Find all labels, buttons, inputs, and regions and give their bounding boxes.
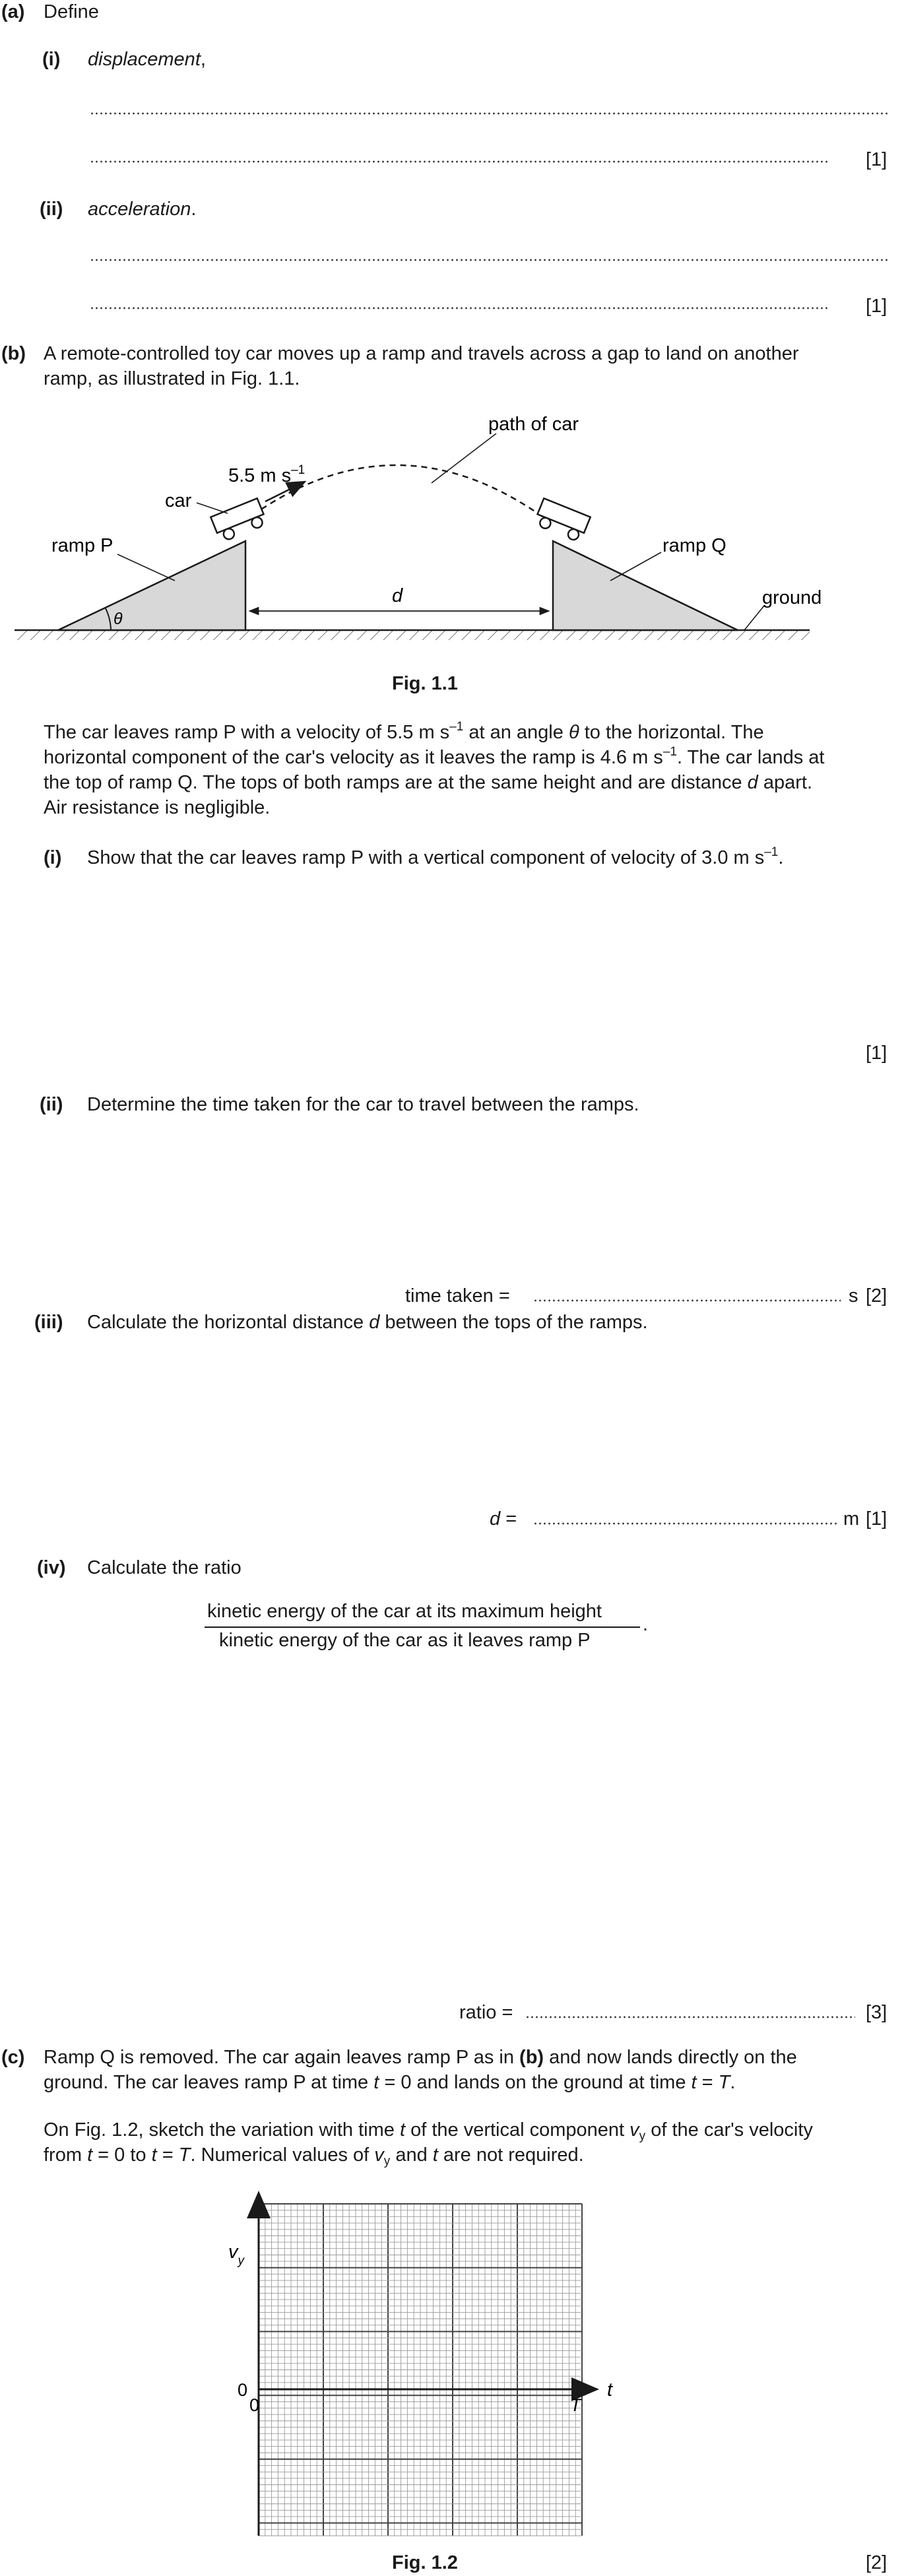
marks: [1] (866, 1508, 888, 1530)
part-b-intro-2: ramp, as illustrated in Fig. 1.1. (44, 368, 300, 389)
x-axis-label: t (607, 2379, 613, 2400)
label-ramp-p: ramp P (51, 535, 113, 556)
label-ground: ground (762, 587, 822, 608)
answer-line[interactable] (90, 307, 829, 309)
marks: [1] (866, 149, 888, 170)
T-symbol: T (718, 2072, 730, 2093)
d-unit: m (843, 1508, 860, 1530)
speed-exponent: –1 (291, 463, 306, 477)
t-symbol: t (399, 2119, 406, 2141)
leader-ramp-q (610, 552, 661, 581)
desc-text: . The car lands at (676, 747, 825, 768)
text: are not required. (437, 2144, 584, 2166)
theta-label: θ (113, 610, 123, 628)
answer-line[interactable] (90, 112, 888, 115)
part-b-iii-question (87, 1310, 648, 1336)
part-a-i-question (88, 48, 206, 73)
part-b-i-question (87, 846, 783, 871)
T-symbol: T (178, 2144, 191, 2166)
answer-line[interactable] (90, 259, 888, 261)
label-car: car (165, 490, 192, 511)
part-a-i-label: (i) (42, 49, 61, 70)
label-ramp-q: ramp Q (662, 535, 726, 556)
part-b-ii-label: (ii) (40, 1094, 63, 1115)
part-b-intro-1: A remote-controlled toy car moves up a ramp and travels across a gap to land on another (44, 343, 799, 364)
part-b-i-label: (i) (44, 847, 62, 868)
part-c-p1-line1 (44, 2045, 797, 2071)
text: . Numerical values of (190, 2144, 375, 2166)
text: = (156, 2144, 179, 2166)
d-symbol: d (747, 772, 758, 793)
answer-line[interactable] (90, 160, 829, 163)
car-on-ramp-p (210, 498, 267, 542)
subscript-y: y (639, 2129, 646, 2143)
desc-text: at an angle (463, 722, 569, 743)
text: . (730, 2072, 736, 2093)
text: and (390, 2144, 433, 2166)
speed-value: 5.5 m s (228, 465, 292, 486)
t-symbol: t (373, 2072, 379, 2093)
t-symbol: t (87, 2144, 93, 2166)
text: On Fig. 1.2, sketch the variation with time (44, 2119, 400, 2141)
part-b-iv-label: (iv) (37, 1557, 66, 1578)
y-zero-label: 0 (238, 2380, 248, 2400)
fraction-line (205, 1626, 640, 1628)
ratio-numerator: kinetic energy of the car at its maximum height (207, 1601, 602, 1622)
marks: [2] (866, 2552, 888, 2573)
ratio-answer-label: ratio = (459, 2002, 513, 2023)
time-unit: s (849, 1285, 858, 1306)
punct: . (191, 199, 197, 220)
figure-1-2[interactable] (198, 2189, 660, 2546)
marks: [1] (866, 1043, 888, 1064)
t-symbol: t (151, 2144, 157, 2166)
question-text: Calculate the horizontal distance (87, 1312, 370, 1333)
text: of the car's velocity (645, 2119, 813, 2141)
label-path-of-car: path of car (488, 414, 579, 435)
part-c-p2-line1 (44, 2118, 813, 2143)
part-b-iii-label: (iii) (34, 1312, 63, 1333)
ref-b: (b) (519, 2047, 544, 2068)
text: = (696, 2072, 719, 2093)
car-on-ramp-q (534, 498, 591, 542)
part-b-ii-question: Determine the time taken for the car to travel between the ramps. (87, 1094, 639, 1115)
part-a-ii-question (88, 197, 196, 222)
d-answer-label (490, 1507, 517, 1532)
t-symbol: t (432, 2144, 438, 2166)
part-b-label: (b) (1, 343, 26, 364)
v-symbol: v (630, 2119, 639, 2141)
exponent: –1 (662, 745, 677, 759)
part-b-iv-question: Calculate the ratio (87, 1557, 242, 1578)
d-answer-line[interactable] (533, 1522, 837, 1525)
distance-label: d (392, 585, 403, 606)
text: = 0 and lands on the ground at time (379, 2072, 692, 2093)
figure-1-2-caption: Fig. 1.2 (392, 2552, 458, 2573)
v-symbol: v (228, 2241, 238, 2263)
desc-text: horizontal component of the car's velocity as it leaves the ramp is 4.6 m s (44, 747, 663, 768)
marks: [3] (866, 2002, 888, 2023)
text: = 0 to (92, 2144, 152, 2166)
subscript-y: y (383, 2154, 391, 2168)
desc-line-3 (44, 771, 812, 796)
text: of the vertical component (405, 2119, 630, 2141)
leader-ground (744, 606, 764, 630)
punct: . (778, 847, 784, 868)
v-symbol: v (374, 2144, 384, 2166)
exponent: –1 (449, 720, 464, 734)
punct: , (200, 49, 206, 70)
time-taken-answer-line[interactable] (533, 1299, 841, 1302)
d-symbol: d (369, 1312, 380, 1333)
desc-text: apart. (758, 772, 813, 793)
desc-text: The car leaves ramp P with a velocity of 5.5 m s (44, 722, 450, 743)
exponent: –1 (764, 845, 779, 859)
part-a-label: (a) (1, 1, 25, 22)
desc-line-2 (44, 746, 825, 771)
leader-ramp-p (117, 554, 175, 581)
subscript-y: y (238, 2254, 244, 2268)
label-speed (228, 463, 305, 486)
part-c-p2-line2 (44, 2143, 584, 2168)
ratio-denominator: kinetic energy of the car as it leaves ramp P (219, 1630, 591, 1651)
text: and now lands directly on the (544, 2047, 797, 2068)
t-symbol: t (691, 2072, 697, 2093)
ratio-end: . (643, 1614, 649, 1635)
leader-car (197, 503, 228, 513)
part-a-ii-label: (ii) (40, 199, 63, 220)
y-axis-label (228, 2241, 245, 2268)
time-taken-label: time taken = (405, 1285, 510, 1306)
question-text: Show that the car leaves ramp P with a vertical component of velocity of 3.0 m s (87, 847, 765, 868)
term-acceleration: acceleration (88, 199, 191, 220)
text: from (44, 2144, 88, 2166)
ratio-answer-line[interactable] (525, 2016, 855, 2018)
d-symbol: d (490, 1508, 501, 1530)
theta-symbol: θ (568, 722, 579, 743)
desc-line-4: Air resistance is negligible. (44, 797, 271, 818)
x-T-label: T (570, 2395, 581, 2415)
marks: [1] (866, 296, 888, 317)
graph-grid[interactable] (259, 2204, 582, 2536)
figure-1-1 (0, 396, 904, 666)
figure-1-1-caption: Fig. 1.1 (392, 673, 458, 694)
desc-line-1 (44, 721, 764, 746)
part-c-label: (c) (1, 2047, 25, 2068)
desc-text: to the horizontal. The (579, 722, 764, 743)
text: Ramp Q is removed. The car again leaves ramp P as in (44, 2047, 520, 2068)
ground-hatching (15, 630, 810, 640)
text: ground. The car leaves ramp P at time (44, 2072, 374, 2093)
part-c-p1-line2 (44, 2071, 735, 2096)
marks: [2] (866, 1285, 888, 1306)
term-displacement: displacement (88, 49, 201, 70)
x-zero-label: 0 (249, 2395, 260, 2415)
equals: = (500, 1508, 517, 1530)
part-a-text: Define (44, 1, 99, 22)
desc-text: the top of ramp Q. The tops of both ramps are at the same height and are distance (44, 772, 748, 793)
question-text: between the tops of the ramps. (379, 1312, 648, 1333)
